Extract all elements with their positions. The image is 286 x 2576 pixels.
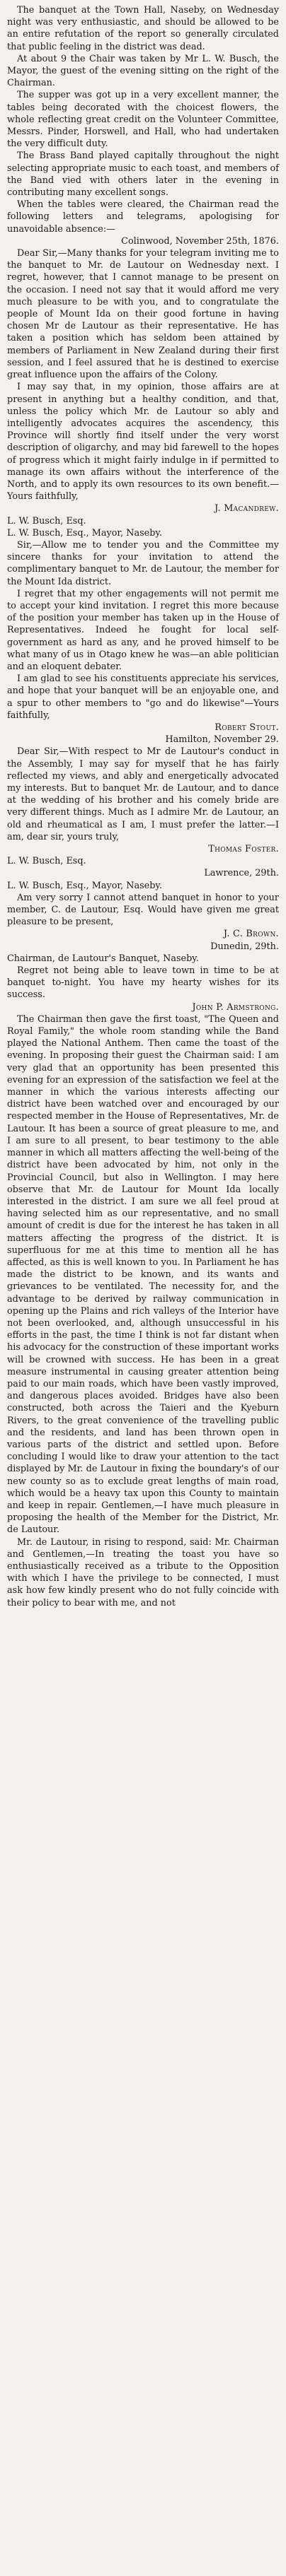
paragraph-body: I am glad to see his constituents appreciate his services, and hope that your banquet will be an enjoyable one, and a spur to other members to "go and do likewise"—Yours faithfully, <box>7 674 279 721</box>
paragraph-addr: Chairman, de Lautour's Banquet, Naseby. <box>7 953 199 964</box>
paragraph-body: The banquet at the Town Hall, Naseby, on Wednesday night was very enthusiastic, and should be allowed to be an entire refutation of the report so generally circulated that public feeling in the district was dead. <box>7 5 279 52</box>
paragraph-sig: J. C. Brown. <box>223 929 279 940</box>
paragraph-sig: J. Macandrew. <box>214 503 279 514</box>
paragraph-date: Colinwood, November 25th, 1876. <box>121 235 279 247</box>
paragraph-body: Am very sorry I cannot attend banquet in honor to your member, C. de Lautour, Esq. Would have given me great pleasure to be present, <box>7 892 279 928</box>
paragraph-sig: Thomas Foster. <box>208 844 279 855</box>
paragraph-addr: L. W. Busch, Esq., Mayor, Naseby. <box>7 527 163 539</box>
paragraph-body: When the tables were cleared, the Chairman read the following letters and telegrams, apologising for unavoidable absence:— <box>7 199 279 235</box>
paragraph-body: The supper was got up in a very excellent manner, the tables being decorated with the choicest flowers, the whole reflecting great credit on the Volunteer Committee, Messrs. Pinder, Horswell, and Hall, who had undertaken the very difficult duty. <box>7 90 279 150</box>
paragraph-date: Dunedin, 29th. <box>210 941 279 952</box>
paragraph-body: Dear Sir,—With respect to Mr de Lautour's conduct in the Assembly, I may say for myself that he has fairly reflected my views, and ably and energetically advocated my interests. But to banquet Mr. de Lautour, and to dance at the wedding of his brother and his comely bride are very different things. Much as I admire Mr. de Lautour, an old and rheumatical as I am, I must prefer the latter.—I am, dear sir, yours truly, <box>7 746 279 842</box>
paragraph-date: Lawrence, 29th. <box>204 868 279 879</box>
paragraph-sig: Robert Stout. <box>214 722 279 733</box>
paragraph-body: The Brass Band played capitally throughout the night selecting appropriate music to each toast, and members of the Band vied with others later in the evening in contributing many excellent songs. <box>7 151 279 199</box>
paragraph-body: The Chairman then gave the first toast, "The Queen and Royal Family," the whole room standing while the Band played the National Anthem. Then came the toast of the evening. In proposing their guest the Chairman said: I am very glad that an opportunity has been presented this evening for an expression of the satisfaction we feel at the manner in which the various interests affecting our district have been watched over and encouraged by our respected member in the House of Representatives, Mr. de Lautour. It has been a source of great pleasure to me, and I am sure to all present, to bear testimony to the able manner in which all matters affecting the well-being of the district have been advocated by him, not only in the Provincial Council, but also in Wellington. I may here observe that Mr. de Lautour for Mount Ida locally interested in the district. I am sure we all feel proud at having selected him as our representative, and no small amount of credit is due for the interest he has taken in all matters affecting the progress of the district. It is superfluous for me at this time to mention all he has affected, as this is well known to you. In Parliament he has made the district to be known, and its wants and grievances to be ventilated. The necessity for, and the advantage to be derived by railway communication in opening up the Plains and rich valleys of the Interior have not been overlooked, and, although unsuccessful in his efforts in the past, the time I think is not far distant when his advocacy for the construction of these important works will be crowned with success. He has been in a great measure instrumental in causing greater attention being paid to our main roads, which have been vastly improved, and dangerous places avoided. Bridges have also been constructed, both across the Taieri and the Kyeburn Rivers, to the great convenience of the travelling public and the residents, and land has been thrown open in various parts of the district and settled upon. Before concluding I would like to draw your attention to the tact displayed by Mr. de Lautour in fixing the boundary's of our new county so as to exclude great lengths of main road, which would be a heavy tax upon this County to maintain and keep in repair. Gentlemen,—I have much pleasure in proposing the health of the Member for the District, Mr. de Lautour. <box>7 1013 279 1536</box>
paragraph-body: Regret not being able to leave town in time to be at banquet to-night. You have my hearty wishes for its success. <box>7 965 279 1001</box>
paragraph-body: Dear Sir,—Many thanks for your telegram inviting me to the banquet to Mr. de Lautour on Wednesday next. I regret, however, that I cannot manage to be present on the occasion. I need not say that it would afford me very much pleasure to be with you, and to congratulate the people of Mount Ida on their good fortune in having chosen Mr de Lautour as their representative. He has taken a position which has seldom been attained by members of Parliament in New Zealand during their first session, and I feel assured that he is destined to exercise great influence upon the affairs of the Colony. <box>7 248 279 381</box>
paragraph-addr: L. W. Busch, Esq. <box>7 856 86 867</box>
paragraph-addr: L. W. Busch, Esq., Mayor, Naseby. <box>7 880 163 891</box>
paragraph-body: I may say that, in my opinion, those affairs are at present in anything but a healthy condition, and that, unless the policy which Mr. de Lautour so ably and intelligently advocates acquires the ascendency, this Province will shortly find itself under the very worst description of oligarchy, and may bid farewell to the hopes of progress which it might fairly indulge in if permitted to manage its own affairs without the interference of the North, and to apply its own resources to its own benefit.—Yours faithfully, <box>7 382 279 502</box>
paragraph-sig: John P. Armstrong. <box>192 1001 279 1013</box>
paragraph-body: At about 9 the Chair was taken by Mr L. W. Busch, the Mayor, the guest of the evening sitting on the right of the Chairman. <box>7 53 279 89</box>
paragraph-body: Sir,—Allow me to tender you and the Committee my sincere thanks for your invitation to attend the complimentary banquet to Mr. de Lautour, the member for the Mount Ida district. <box>7 539 279 587</box>
paragraph-date: Hamilton, November 29. <box>165 734 279 746</box>
paragraph-addr: L. W. Busch, Esq. <box>7 515 86 527</box>
paragraph-body: Mr. de Lautour, in rising to respond, said: Mr. Chairman and Gentlemen,—In treating the toast you have so enthusiastically received as a tribute to the Opposition with which I have the privilege to be connected, I must ask how few kindly present who do not fully coincide with their policy to bear with me, and not <box>7 1536 279 1608</box>
paragraph-body: I regret that my other engagements will not permit me to accept your kind invitation. I regret this more because of the position your member has taken up in the House of Representatives. Indeed he fought for local self-government as hard as any, and he proved himself to be what many of us in Otago knew he was—an able politician and an eloquent debater. <box>7 588 279 672</box>
